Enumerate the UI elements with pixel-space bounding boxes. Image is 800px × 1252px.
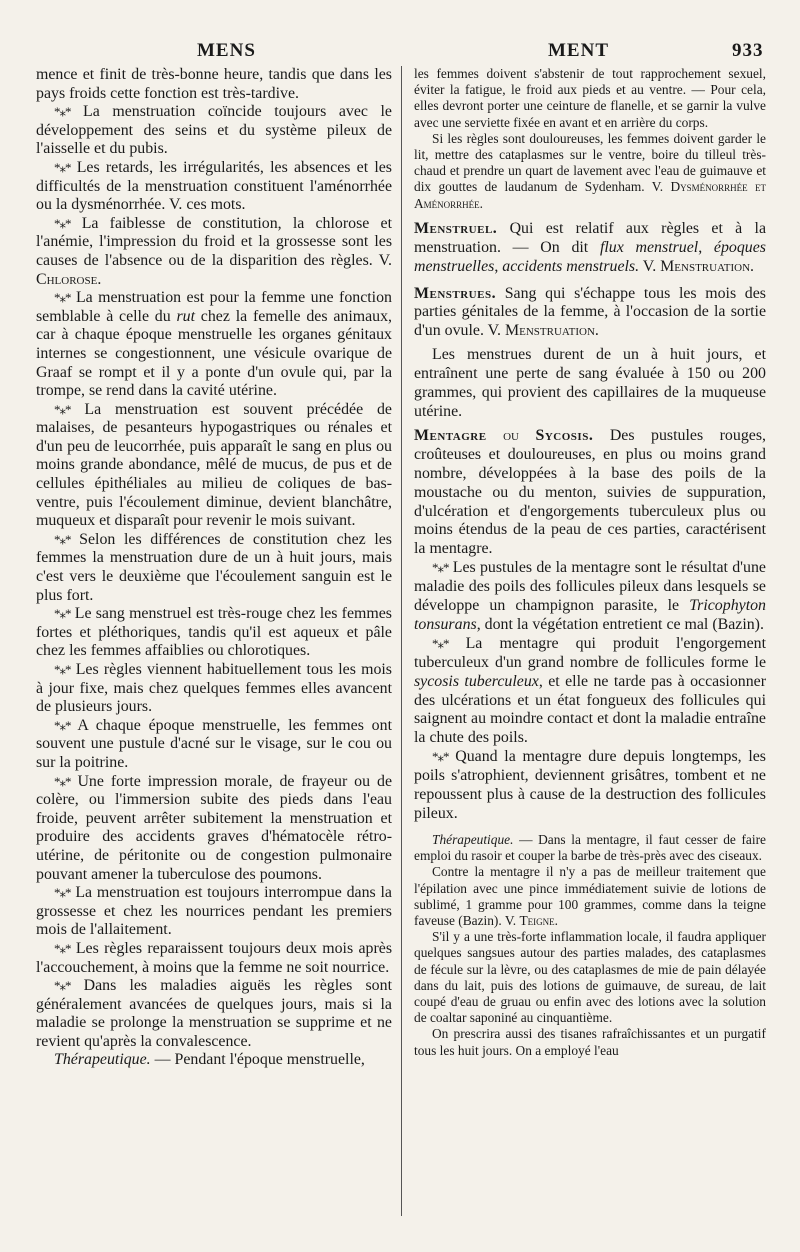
entry-headword: Mentagre (414, 426, 487, 444)
asterism-icon: *⁎* (54, 662, 71, 677)
paragraph-small: On prescrira aussi des tisanes rafraîchissantes et un purgatif tous les huit jours. On a employé l'eau (414, 1026, 766, 1058)
paragraph-therapeutique: Thérapeutique. — Dans la mentagre, il faut cesser de faire emploi du rasoir et couper la barbe de très-près avec des ciseaux. (414, 831, 766, 864)
paragraph-therapeutique: Thérapeutique. — Pendant l'époque menstruelle, (54, 1051, 365, 1069)
entry-headword-alt: Sycosis. (535, 426, 594, 444)
paragraph-bullet: *⁎* Le sang menstruel est très-rouge chez les femmes fortes et pléthoriques, tandis qu'il est aqueux et pâle chez les femmes affaiblies ou chlorotiques. (36, 605, 392, 660)
section-label: Thérapeutique. (54, 1051, 151, 1069)
cross-reference: Menstruation. (660, 257, 755, 275)
paragraph-bullet: *⁎* Une forte impression morale, de frayeur ou de colère, ou l'immersion subite des pieds dans l'eau froide, peuvent arrêter subitement la menstruation et produire des accidents graves d'hématocèle rétro-utérine, de péritonite ou de congestion pulmonaire pouvant amener la tuberculose des poumons. (36, 772, 392, 883)
asterism-icon: *⁎* (432, 635, 449, 651)
paragraph-small: S'il y a une très-forte inflammation locale, il faudra appliquer quelques sangsues autour des parties malades, des cataplasmes de fécule sur la lèvre, ou des cataplasmes de mie de pain délayée dans du lait, puis des lotions de guimauve, de sureau, de lait coupé d'eau de gruau ou enfin avec des lotions avec la solution de coaltar saponiné au cinquantième. (414, 929, 766, 1026)
asterism-icon: *⁎* (54, 215, 71, 231)
paragraph-bullet: *⁎* Selon les différences de constitution chez les femmes la menstruation dure de un à huit jours, mais c'est vers le deuxième que l'écoulement sanguin est le plus fort. (36, 530, 392, 604)
asterism-icon: *⁎* (54, 773, 71, 789)
asterism-icon: *⁎* (54, 401, 71, 417)
asterism-icon: *⁎* (54, 978, 71, 994)
paragraph-bullet: *⁎* Les règles reparaissent toujours deux mois après l'accouchement, à moins que la femme ne soit nourrice. (36, 939, 392, 976)
paragraph-bullet: *⁎* Les pustules de la mentagre sont le résultat d'une maladie des poils des follicules pileux dans lesquels se développe un champignon parasite, le Tricophyton tonsurans, dont la végétation entretient ce mal (Bazin). (414, 559, 766, 633)
asterism-icon: *⁎* (54, 885, 71, 901)
cross-reference: Teigne. (519, 912, 559, 928)
header-right-word: MENT (548, 40, 609, 61)
entry-menstruel: Menstruel. Qui est relatif aux règles et à la menstruation. — On dit flux menstruel, époques menstruelles, accidents menstruels. V. Menstruation. (414, 219, 766, 275)
paragraph-bullet: *⁎* Les règles viennent habituellement tous les mois à jour fixe, mais chez quelques femmes elles avancent de plusieurs jours. (36, 661, 392, 716)
asterism-icon: *⁎* (54, 290, 71, 306)
running-header (0, 40, 800, 64)
entry-menstrues: Menstrues. Sang qui s'échappe tous les mois des parties génitales de la femme, à l'occasion de la sortie d'un ovule. V. Menstruation. (414, 284, 766, 340)
cross-reference: Dysménorrhée et Aménorrhée. (414, 179, 766, 211)
paragraph-bullet: *⁎* La faiblesse de constitution, la chlorose et l'anémie, l'impression du froid et la grossesse sont les causes de l'absence ou de la disparition des règles. V. Chlorose. (36, 214, 392, 288)
page-number: 933 (732, 40, 764, 61)
asterism-icon: *⁎* (54, 940, 71, 956)
paragraph-small: Si les règles sont douloureuses, les femmes doivent garder le lit, mettre des cataplasmes sur le ventre, boire du tilleul très-chaud et prendre un quart de lavement avec l'eau de guimauve et dix gouttes de laudanum de Sydenham. V. Dysménorrhée et Aménorrhée. (414, 130, 766, 211)
asterism-icon: *⁎* (54, 531, 71, 547)
paragraph-bullet: *⁎* La menstruation est pour la femme une fonction semblable à celle du rut chez la femelle des animaux, car à chaque époque menstruelle les organes génitaux internes se congestionnent, une vésicule ovarique de Graaf se rompt et il y a ponte d'un ovule qui, par la trompe, se rend dans la cavité utérine. (36, 289, 392, 400)
header-left-word: MENS (197, 40, 256, 61)
asterism-icon: *⁎* (54, 606, 71, 622)
paragraph-small: Contre la mentagre il n'y a pas de meilleur traitement que l'épilation avec une pince immédiatement suivie de lotions de sublimé, 1 gramme pour 100 grammes, comme dans la teigne faveuse (Bazin). V. Teigne. (414, 864, 766, 928)
right-column (414, 66, 766, 1246)
paragraph-bullet: *⁎* La mentagre qui produit l'engorgement tuberculeux d'un grand nombre de follicules forme le sycosis tuberculeux, et elle ne tarde pas à occasionner des ulcérations et un état fongueux des follicules qui saignent au moindre contact et dont la maladie entraîne la chute des poils. (414, 634, 766, 747)
paragraph-bullet: *⁎* La menstruation est toujours interrompue dans la grossesse et chez les nourrices pendant les premiers mois de l'allaitement. (36, 884, 392, 939)
paragraph-continuation: les femmes doivent s'abstenir de tout rapprochement sexuel, éviter la fatigue, le froid aux pieds et au ventre. — Pour cela, elles devront porter une ceinture de flanelle, et se garnir la vulve avec une serviette fixée en avant et en arrière du corps. (414, 66, 766, 130)
cross-reference: Menstruation. (505, 322, 599, 340)
entry-headword: Menstruel. (414, 219, 498, 237)
asterism-icon: *⁎* (54, 717, 71, 733)
paragraph-bullet: *⁎* La menstruation est souvent précédée de malaises, de pesanteurs hypogastriques ou rénales et d'un peu de leucorrhée, puis apparaît le sang en plus ou moins grande abondance, mêlé de mucus, de pus et de cellules épithéliales au milieu de coliques de bas-ventre, puis l'écoulement diminue, devient blanchâtre, muqueux et disparaît pour revenir le mois suivant. (36, 400, 392, 530)
paragraph-continuation: mence et finit de très-bonne heure, tandis que dans les pays froids cette fonction est très-tardive. (36, 66, 392, 102)
asterism-icon: *⁎* (54, 159, 71, 175)
paragraph-bullet: *⁎* Dans les maladies aiguës les règles sont généralement avancées de quelques jours, mais si la maladie se prolonge la menstruation se supprime et ne revient qu'après la convalescence. (36, 977, 392, 1050)
asterism-icon: *⁎* (54, 104, 71, 120)
cross-reference: Chlorose. (36, 270, 102, 288)
paragraph-bullet: *⁎* La menstruation coïncide toujours avec le développement des seins et du système pileux de l'aisselle et du pubis. (36, 103, 392, 158)
entry-mentagre: Mentagre ou Sycosis. Des pustules rouges, croûteuses et douloureuses, en plus ou moins grand nombre, développées à la base des poils de la moustache ou du menton, suivies de suppuration, d'ulcération et d'engorgements tuberculeux plus ou moins étendus de la peau de ces parties, caractérisent la mentagre. (414, 426, 766, 558)
left-column (36, 66, 392, 1246)
paragraph: Les menstrues durent de un à huit jours, et entraînent une perte de sang évaluée à 150 ou 200 grammes, qui provient des capillaires de la muqueuse utérine. (414, 346, 766, 420)
paragraph-bullet: *⁎* A chaque époque menstruelle, les femmes ont souvent une pustule d'acné sur le visage, sur le cou ou sur la poitrine. (36, 716, 392, 771)
section-label: Thérapeutique. (432, 831, 514, 847)
entry-headword: Menstrues. (414, 284, 497, 302)
paragraph-bullet: *⁎* Quand la mentagre dure depuis longtemps, les poils s'atrophient, deviennent grisâtres, tombent et ne repoussent plus à cause de la destruction des follicules pileux. (414, 748, 766, 823)
asterism-icon: *⁎* (432, 749, 449, 765)
column-divider (401, 66, 402, 1216)
paragraph-bullet: *⁎* Les retards, les irrégularités, les absences et les difficultés de la menstruation constituent l'aménorrhée ou la dysménorrhée. V. ces mots. (36, 158, 392, 214)
asterism-icon: *⁎* (432, 560, 449, 576)
